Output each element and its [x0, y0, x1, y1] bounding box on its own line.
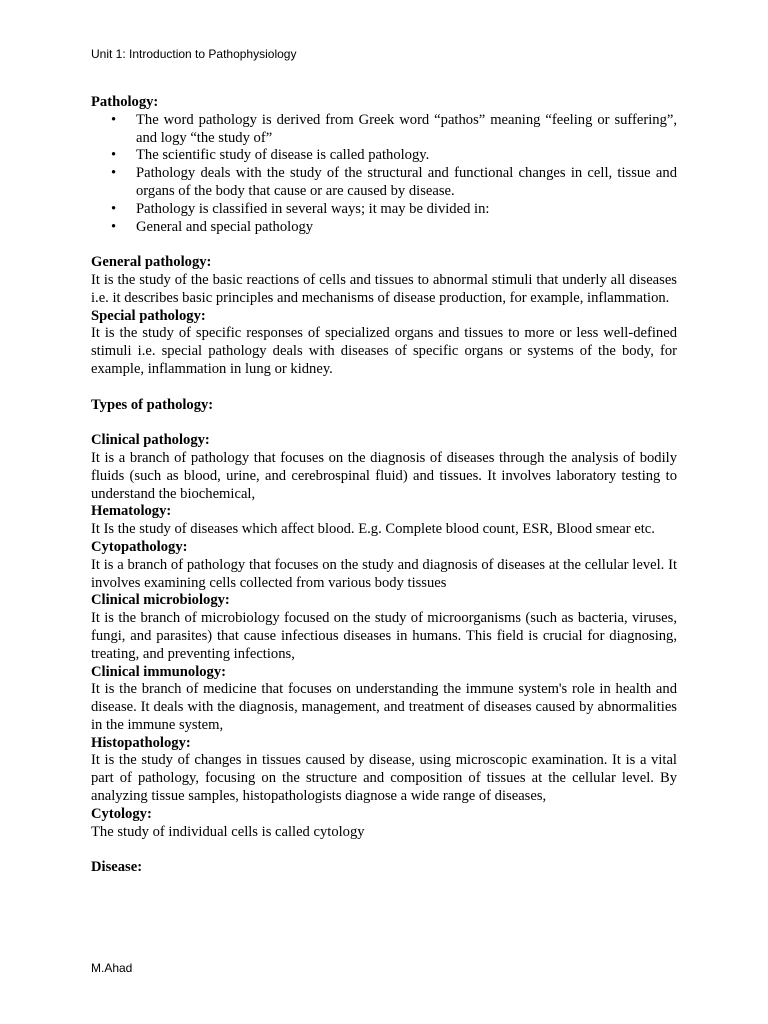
- clinical-microbiology-heading: Clinical microbiology:: [91, 592, 230, 609]
- pathology-bullet-list: [91, 112, 677, 237]
- clinical-microbiology-text: It is the branch of microbiology focused on the study of microorganisms (such as bacteria, viruses, fungi, and parasites) that cause infectious diseases in humans. This field is crucial for diagnosing, treating, and preventing infections,: [91, 610, 677, 662]
- hematology-text: It Is the study of diseases which affect blood. E.g. Complete blood count, ESR, Blood smear etc.: [91, 521, 655, 538]
- list-item: • Pathology deals with the study of the structural and functional changes in cell, tissue and organs of the body that cause or are caused by disease.: [111, 165, 677, 199]
- histopathology-heading: Histopathology:: [91, 734, 191, 751]
- cytology-text: The study of individual cells is called cytology: [91, 823, 365, 840]
- list-item: • Pathology is classified in several ways; it may be divided in:: [111, 200, 490, 217]
- clinical-pathology-heading: Clinical pathology:: [91, 432, 210, 449]
- bullet-icon: •: [111, 147, 117, 164]
- general-pathology-heading: General pathology:: [91, 254, 212, 271]
- general-pathology-text: It is the study of the basic reactions of cells and tissues to abnormal stimuli that underly all diseases i.e. it describes basic principles and mechanisms of disease production, for example, inflammation.: [91, 271, 677, 306]
- list-item: • General and special pathology: [111, 218, 314, 235]
- cytopathology-heading: Cytopathology:: [91, 538, 188, 555]
- types-of-pathology-heading: Types of pathology:: [91, 396, 214, 413]
- histopathology-text: It is the study of changes in tissues caused by disease, using microscopic examination. It is a vital part of pathology, focusing on the structure and composition of tissues at the cellular level. By analyzing tissue samples, histopathologists diagnose a wide range of diseases,: [91, 752, 677, 805]
- clinical-pathology-text: It is a branch of pathology that focuses on the diagnosis of diseases through the analysis of bodily fluids (such as blood, urine, and cerebrospinal fluid) and tissues. It involves laboratory testing to understand the biochemical,: [91, 449, 677, 502]
- special-pathology-text: It is the study of specific responses of specialized organs and tissues to more or less well-defined stimuli i.e. special pathology deals with diseases of specific organs or systems of the body, for example, inflammation in lung or kidney.: [91, 325, 677, 377]
- clinical-immunology-text: It is the branch of medicine that focuses on understanding the immune system's role in health and disease. It deals with the diagnosis, management, and treatment of diseases caused by abnormalities in the immune system,: [91, 681, 677, 733]
- special-pathology-heading: Special pathology:: [91, 307, 206, 324]
- disease-heading: Disease:: [91, 859, 143, 876]
- bullet-icon: •: [111, 218, 117, 235]
- page-header: Unit 1: Introduction to Pathophysiology: [91, 47, 297, 61]
- clinical-immunology-heading: Clinical immunology:: [91, 663, 226, 680]
- hematology-heading: Hematology:: [91, 503, 172, 520]
- list-item: • The scientific study of disease is called pathology.: [111, 147, 430, 164]
- bullet-icon: •: [111, 200, 117, 217]
- cytology-heading: Cytology:: [91, 805, 152, 822]
- cytopathology-text: It is a branch of pathology that focuses on the study and diagnosis of diseases at the cellular level. It involves examining cells collected from various body tissues: [91, 556, 677, 591]
- pathology-heading: Pathology:: [91, 94, 159, 110]
- list-item: • The word pathology is derived from Greek word “pathos” meaning “feeling or suffering”, and logy “the study of”: [111, 111, 677, 146]
- bullet-icon: •: [111, 111, 117, 128]
- bullet-icon: •: [111, 165, 117, 182]
- document-body: [91, 94, 677, 877]
- page-footer: M.Ahad: [91, 961, 133, 975]
